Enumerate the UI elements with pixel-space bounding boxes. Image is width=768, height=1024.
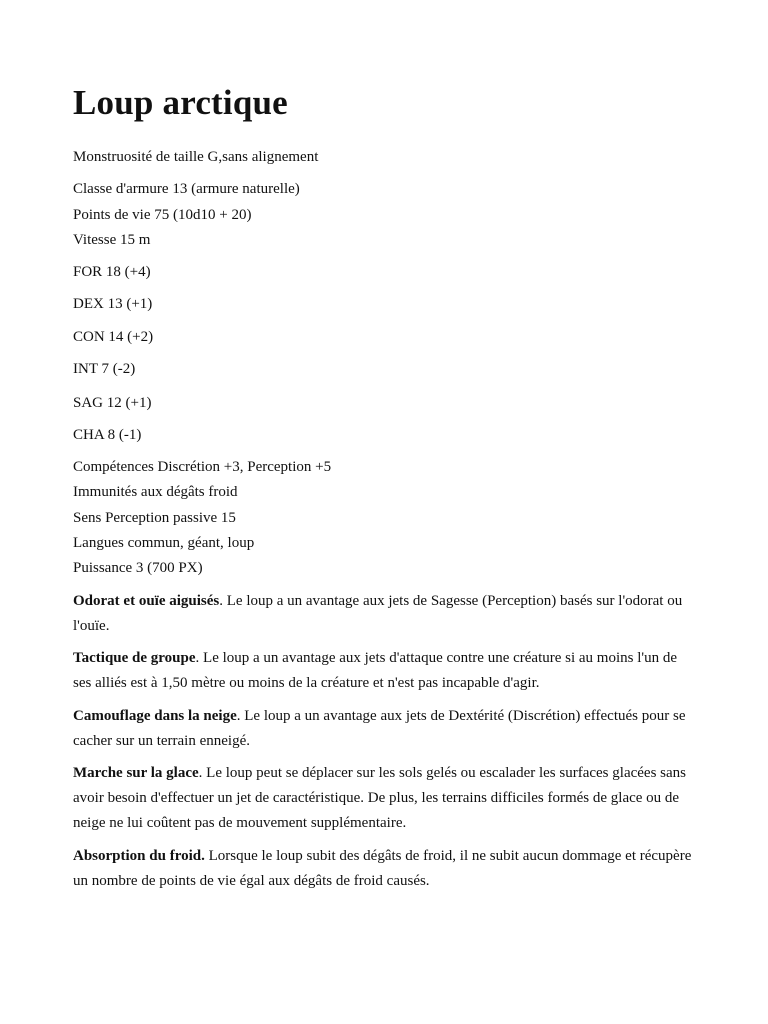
immunities-line: Immunités aux dégâts froid xyxy=(73,484,238,500)
trait-name: Marche sur la glace xyxy=(73,765,199,781)
ability-con: CON 14 (+2) xyxy=(73,329,154,345)
skills-line: Compétences Discrétion +3, Perception +5 xyxy=(73,459,332,475)
trait-name: Odorat et ouïe aiguisés xyxy=(73,593,220,609)
speed-line: Vitesse 15 m xyxy=(73,232,151,248)
hit-points-line: Points de vie 75 (10d10 + 20) xyxy=(73,207,252,223)
trait-text: . Le loup a un avantage aux jets de Dextérité (Discrétion) effectués pour se cacher sur un terrain enneigé. xyxy=(73,708,686,749)
trait-text: . Le loup a un avantage aux jets d'attaque contre une créature si au moins l'un de ses alliés est à 1,50 mètre ou moins de la créature et n'est pas incapable d'agir. xyxy=(73,650,678,691)
trait-pack-tactics xyxy=(73,646,696,696)
trait-name: Absorption du froid. xyxy=(73,848,205,864)
trait-text: Lorsque le loup subit des dégâts de froid, il ne subit aucun dommage et récupère un nombre de points de vie égal aux dégâts de froid causés. xyxy=(73,848,692,889)
ability-cha: CHA 8 (-1) xyxy=(73,427,142,443)
armor-class-line: Classe d'armure 13 (armure naturelle) xyxy=(73,181,300,197)
challenge-line: Puissance 3 (700 PX) xyxy=(73,560,203,576)
trait-text: . Le loup a un avantage aux jets de Sagesse (Perception) basés sur l'odorat ou l'ouïe. xyxy=(73,593,683,634)
trait-ice-walk xyxy=(73,761,696,836)
page-title: Loup arctique xyxy=(73,83,288,122)
ability-dex: DEX 13 (+1) xyxy=(73,296,153,312)
ability-int: INT 7 (-2) xyxy=(73,361,136,377)
ability-wis: SAG 12 (+1) xyxy=(73,395,152,411)
trait-snow-camouflage xyxy=(73,704,696,754)
ability-str: FOR 18 (+4) xyxy=(73,264,151,280)
senses-line: Sens Perception passive 15 xyxy=(73,510,236,526)
trait-text: . Le loup peut se déplacer sur les sols gelés ou escalader les surfaces glacées sans avoir besoin d'effectuer un jet de caractéristique. De plus, les terrains difficiles formés de glace ou de neige ne lui coûtent pas de mouvement supplémentaire. xyxy=(73,765,686,831)
trait-keen-senses xyxy=(73,589,696,639)
type-line: Monstruosité de taille G,sans alignement xyxy=(73,149,319,165)
trait-cold-absorption xyxy=(73,844,696,894)
languages-line: Langues commun, géant, loup xyxy=(73,535,255,551)
trait-name: Tactique de groupe xyxy=(73,650,196,666)
trait-name: Camouflage dans la neige xyxy=(73,708,237,724)
